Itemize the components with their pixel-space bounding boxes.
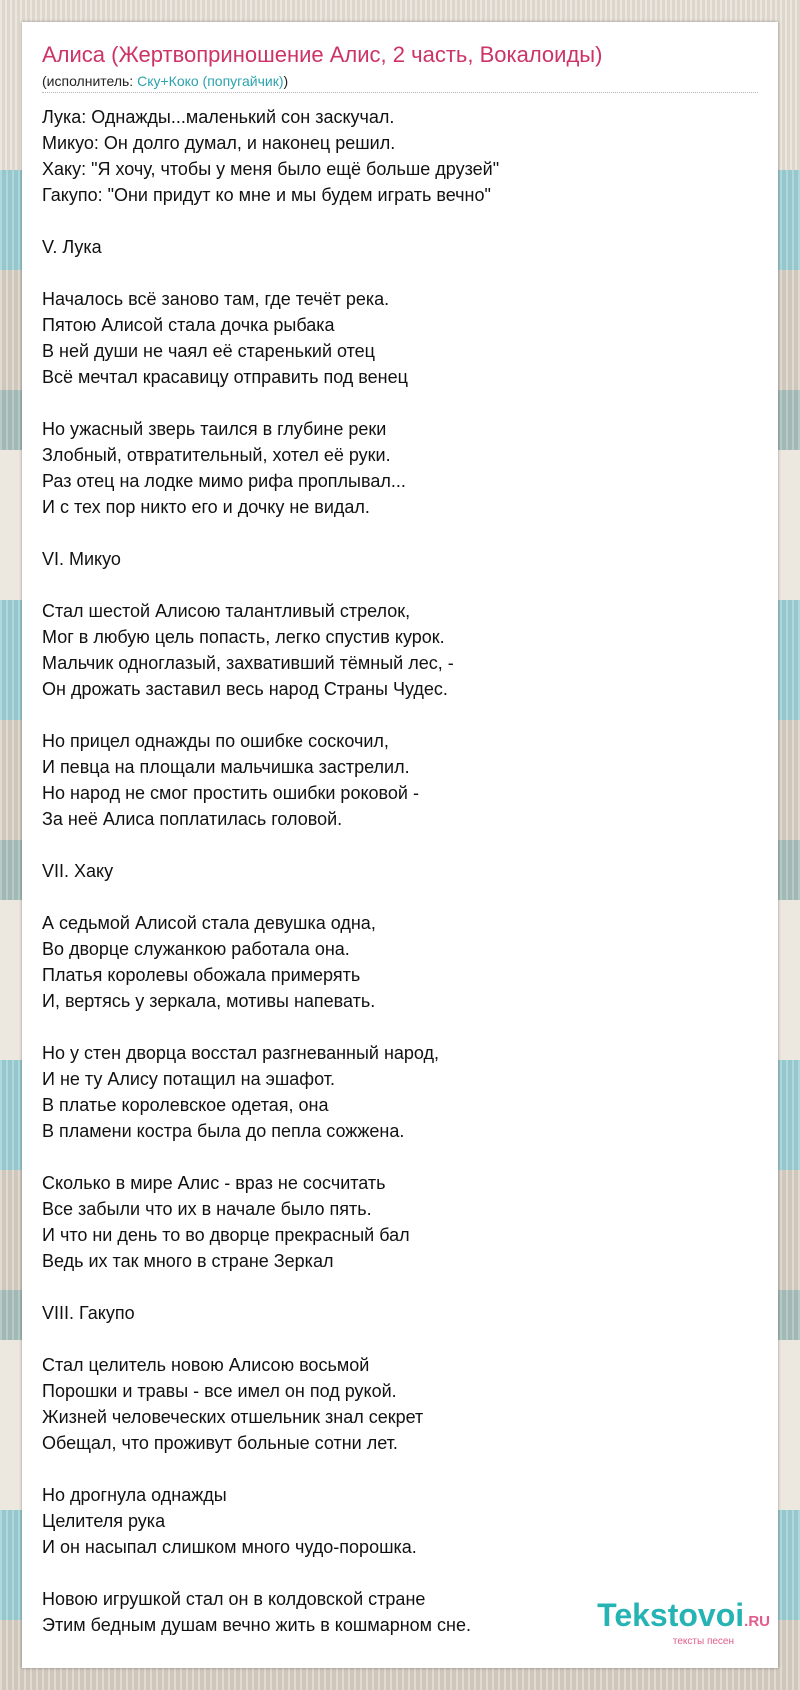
logo-name: Tekstovoi (597, 1597, 745, 1633)
lyric-line: V. Лука (42, 237, 102, 257)
lyric-line: Мог в любую цель попасть, легко спустив курок. (42, 627, 445, 647)
lyric-line: А седьмой Алисой стала девушка одна, (42, 913, 376, 933)
lyric-line: VIII. Гакупо (42, 1303, 135, 1323)
lyric-line: И не ту Алису потащил на эшафот. (42, 1069, 335, 1089)
lyric-line: Лука: Однажды...маленький сон заскучал. (42, 107, 395, 127)
lyric-line (42, 1274, 758, 1300)
artist-suffix: ) (283, 73, 289, 89)
lyric-line: Злобный, отвратительный, хотел её руки. (42, 445, 391, 465)
lyric-line: Платья королевы обожала примерять (42, 965, 361, 985)
lyric-line: Во дворце служанкою работала она. (42, 939, 350, 959)
artist-line (42, 73, 288, 89)
artist-link[interactable]: Ску+Коко (попугайчик) (137, 73, 284, 89)
lyric-line: VII. Хаку (42, 861, 114, 881)
logo-tld: .RU (744, 1613, 770, 1630)
lyric-line: Новою игрушкой стал он в колдовской стране (42, 1589, 426, 1609)
lyric-line: Хаку: "Я хочу, чтобы у меня было ещё больше друзей" (42, 159, 500, 179)
lyric-line: Но дрогнула однажды (42, 1485, 227, 1505)
lyric-line (42, 520, 758, 546)
lyric-line: В ней души не чаял её старенький отец (42, 341, 375, 361)
lyric-line: Началось всё заново там, где течёт река. (42, 289, 390, 309)
lyric-line: VI. Микуо (42, 549, 121, 569)
lyric-line: Мальчик одноглазый, захвативший тёмный лес, - (42, 653, 454, 673)
lyric-line: И с тех пор никто его и дочку не видал. (42, 497, 370, 517)
title-divider (42, 92, 758, 93)
lyric-line: Сколько в мире Алис - враз не сосчитать (42, 1173, 386, 1193)
lyric-line (42, 208, 758, 234)
lyric-line: Обещал, что проживут больные сотни лет. (42, 1433, 398, 1453)
lyric-line: Все забыли что их в начале было пять. (42, 1199, 372, 1219)
lyric-line: Этим бедным душам вечно жить в кошмарном сне. (42, 1615, 472, 1635)
lyric-line: Но ужасный зверь таился в глубине реки (42, 419, 387, 439)
lyric-line: В платье королевское одетая, она (42, 1095, 329, 1115)
lyric-line: В пламени костра была до пепла сожжена. (42, 1121, 405, 1141)
lyric-line: Целителя рука (42, 1511, 166, 1531)
logo-wordmark (597, 1599, 770, 1638)
lyric-line: За неё Алиса поплатилась головой. (42, 809, 343, 829)
lyric-line (42, 1014, 758, 1040)
lyric-line (42, 260, 758, 286)
song-title: Алиса (Жертвоприношение Алис, 2 часть, Вокалоиды) (42, 42, 603, 67)
lyric-line: Гакупо: "Они придут ко мне и мы будем играть вечно" (42, 185, 491, 205)
lyric-line (42, 832, 758, 858)
lyric-line (42, 1144, 758, 1170)
lyric-line (42, 702, 758, 728)
lyric-line: Жизней человеческих отшельник знал секрет (42, 1407, 424, 1427)
lyric-line (42, 1456, 758, 1482)
lyric-line: Микуо: Он долго думал, и наконец решил. (42, 133, 396, 153)
logo-tagline: тексты песен (672, 1636, 734, 1647)
lyric-line: Раз отец на лодке мимо рифа проплывал... (42, 471, 406, 491)
lyric-line: Но у стен дворца восстал разгневанный народ, (42, 1043, 440, 1063)
lyric-line: Порошки и травы - все имел он под рукой. (42, 1381, 397, 1401)
lyric-line (42, 572, 758, 598)
lyric-line: Стал целитель новою Алисою восьмой (42, 1355, 370, 1375)
lyric-line (42, 390, 758, 416)
lyric-line (42, 1560, 758, 1586)
lyric-line (42, 1326, 758, 1352)
lyric-line: И, вертясь у зеркала, мотивы напевать. (42, 991, 376, 1011)
lyric-line: Пятою Алисой стала дочка рыбака (42, 315, 335, 335)
lyric-line: И что ни день то во дворце прекрасный бал (42, 1225, 410, 1245)
lyric-line: Ведь их так много в стране Зеркал (42, 1251, 334, 1271)
lyrics-card (22, 22, 778, 1668)
lyric-line: Но народ не смог простить ошибки роковой - (42, 783, 419, 803)
lyric-line: Он дрожать заставил весь народ Страны Чудес. (42, 679, 448, 699)
lyric-line: Но прицел однажды по ошибке соскочил, (42, 731, 389, 751)
site-logo[interactable] (597, 1599, 770, 1648)
lyric-line: И он насыпал слишком много чудо-порошка. (42, 1537, 417, 1557)
artist-prefix: (исполнитель: (42, 73, 138, 89)
lyrics-text (42, 104, 758, 1638)
lyric-line: Всё мечтал красавицу отправить под венец (42, 367, 408, 387)
lyric-line: Стал шестой Алисою талантливый стрелок, (42, 601, 411, 621)
lyric-line: И певца на площали мальчишка застрелил. (42, 757, 410, 777)
lyric-line (42, 884, 758, 910)
